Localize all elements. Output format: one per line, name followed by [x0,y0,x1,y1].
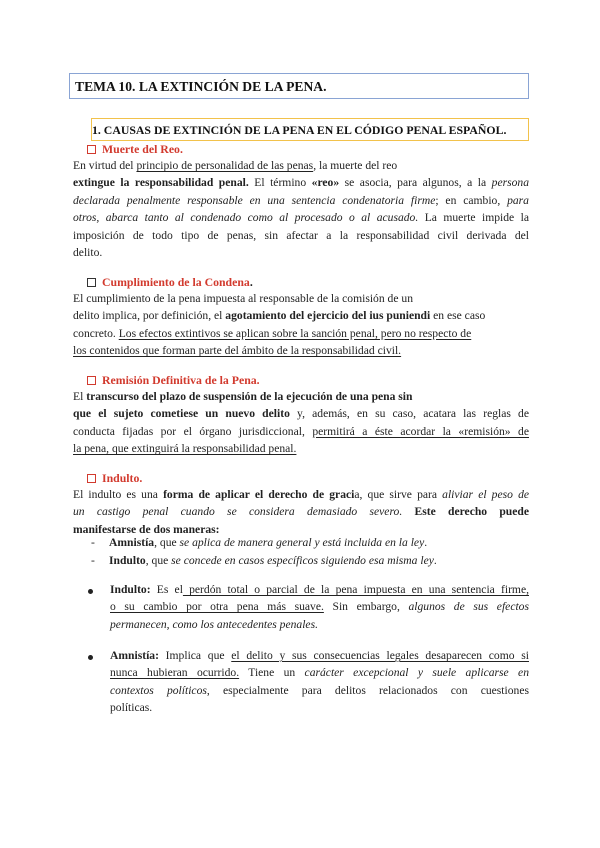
checkbox-icon [87,474,96,483]
line: extingue la responsabilidad penal. El término «reo» se asocia, para algunos, a la persona [73,176,529,190]
bullet-icon [88,589,93,594]
line: que el sujeto cometiese un nuevo delito y, además, en su caso, acatara las reglas de [73,407,530,421]
heading-indulto-text: Indulto. [102,471,143,485]
page-title: TEMA 10. LA EXTINCIÓN DE LA PENA. [75,79,327,94]
paragraph-indulto [73,486,529,538]
line: El transcurso del plazo de suspensión de la ejecución de una pena sin [73,390,413,403]
bullet-amnistia [110,647,529,717]
heading-muerte [87,141,183,157]
line: delito implica, por definición, el agotamiento del ejercicio del ius puniendi en ese caso [73,309,486,323]
line: políticas. [110,701,153,715]
section-title: 1. CAUSAS DE EXTINCIÓN DE LA PENA EN EL CÓDIGO PENAL ESPAÑOL. [92,123,507,137]
paragraph-remision [73,388,529,458]
title-box [69,73,529,99]
heading-remision [87,372,260,388]
paragraph-muerte [73,157,529,261]
heading-remision-text: Remisión Definitiva de la Pena. [102,373,260,387]
line: Indulto: Es el perdón total o parcial de la pena impuesta en una sentencia firme, [110,583,529,596]
line: concreto. Los efectos extintivos se aplican sobre la sanción penal, pero no respecto de [73,326,472,340]
section-box [91,118,529,141]
line: nunca hubieran ocurrido. Tiene un carácter excepcional y suele aplicarse en [110,666,529,680]
line: permanecen, como los antecedentes penales. [110,617,318,631]
line: o su cambio por otra pena más suave. Sin embargo, algunos de sus efectos [110,600,529,614]
heading-indulto [87,470,142,486]
paragraph-cumplimiento [73,290,529,360]
line: otros, abarca tanto al condenado como al procesado o al acusado. La muerte impide la [73,211,530,225]
line: la pena, que extinguirá la responsabilidad penal. [73,442,297,456]
line: El indulto es una forma de aplicar el derecho de gracia, que sirve para aliviar el peso de [73,488,530,501]
line: un castigo penal cuando se considera demasiado severo. Este derecho puede [73,505,529,519]
dash-marker: - [91,536,95,549]
line: El cumplimiento de la pena impuesta al responsable de la comisión de un [73,292,413,305]
heading-cumplimiento-text: Cumplimiento de la Condena [102,275,250,289]
checkbox-icon [87,145,96,154]
line: los contenidos que forman parte del ámbito de la responsabilidad civil. [73,344,402,358]
heading-muerte-text: Muerte del Reo. [102,142,183,156]
heading-cumplimiento: Cumplimiento de la Condena. [87,274,253,290]
dash-marker: - [91,554,95,567]
checkbox-icon [87,376,96,385]
line: En virtud del principio de personalidad de las penas, la muerte del reo [73,159,398,172]
line: Amnistía: Implica que el delito y sus consecuencias legales desaparecen como si [110,649,529,662]
line: contextos políticos, especialmente para delitos relacionados con cuestiones [110,683,529,697]
bullet-icon [88,655,93,660]
line: conducta fijadas por el órgano jurisdiccional, permitirá a éste acordar la «remisión» de [73,424,529,438]
line: imposición de todo tipo de penas, sin afectar a la responsabilidad civil derivada del [73,228,529,242]
line: delito. [73,245,103,259]
checkbox-icon [87,278,96,287]
line: manifestarse de dos maneras: [73,522,220,536]
document-page: TEMA 10. LA EXTINCIÓN DE LA PENA. 1. CAUSAS DE EXTINCIÓN DE LA PENA EN EL CÓDIGO PENAL ESPAÑOL. Muerte del Reo. En virtud del principio de personalidad de las penas, la muerte del reo extingue la responsabilidad penal. El término «reo» se asocia, para algunos, a la persona declarada penalmente responsable en una sentencia condenatoria firme; en cambio, para otros, abarca tanto al condenado como al procesado o al acusado. La muerte impide la imposición de todo tipo de penas, sin afectar a la responsabilidad civil derivada del delito. Cumplimiento de la Condena. El cumplimiento de la pena impuesta al responsable de la comisión de un delito implica, por definición, el agotamiento del ejercicio del ius puniendi en ese caso concreto. Los efectos extintivos se aplican sobre la sanción penal, pero no respecto de los contenidos que forman parte del ámbito de la responsabilidad civil. Remisión Definitiva de la Pena. El transcurso del plazo de suspensión de la ejecución de una pena sin que el sujeto cometiese un nuevo delito y, además, en su caso, acatara las reglas de conducta fijadas por el órgano jurisdiccional, permitirá a éste acordar la «remisión» de la pena, que extinguirá la responsabilidad penal. Indulto. El indulto es una forma de aplicar el derecho de gracia, que sirve para aliviar el peso de un castigo penal cuando se considera demasiado severo. Este derecho puede manifestarse de dos maneras: - Amnistía, que se aplica de manera general y está incluida en la ley. - Indulto, que se concede en casos específicos siguiendo esa misma ley. Indulto: Es el perdón total o parcial de la pena impuesta en una sentencia firme, o su cambio por otra pena más suave. Sin embargo, algunos de sus efectos permanecen, como los antecedentes penales. Amnistía: Implica que el delito y sus consecuencias legales desaparecen como si nunca hubieran ocurrido. Tiene un carácter excepcional y suele aplicarse en contextos políticos, especialmente para delitos relacionados con cuestiones políticas. [0,0,600,848]
bullet-indulto [110,581,529,633]
line: declarada penalmente responsable en una sentencia condenatoria firme; en cambio, para [73,193,529,207]
